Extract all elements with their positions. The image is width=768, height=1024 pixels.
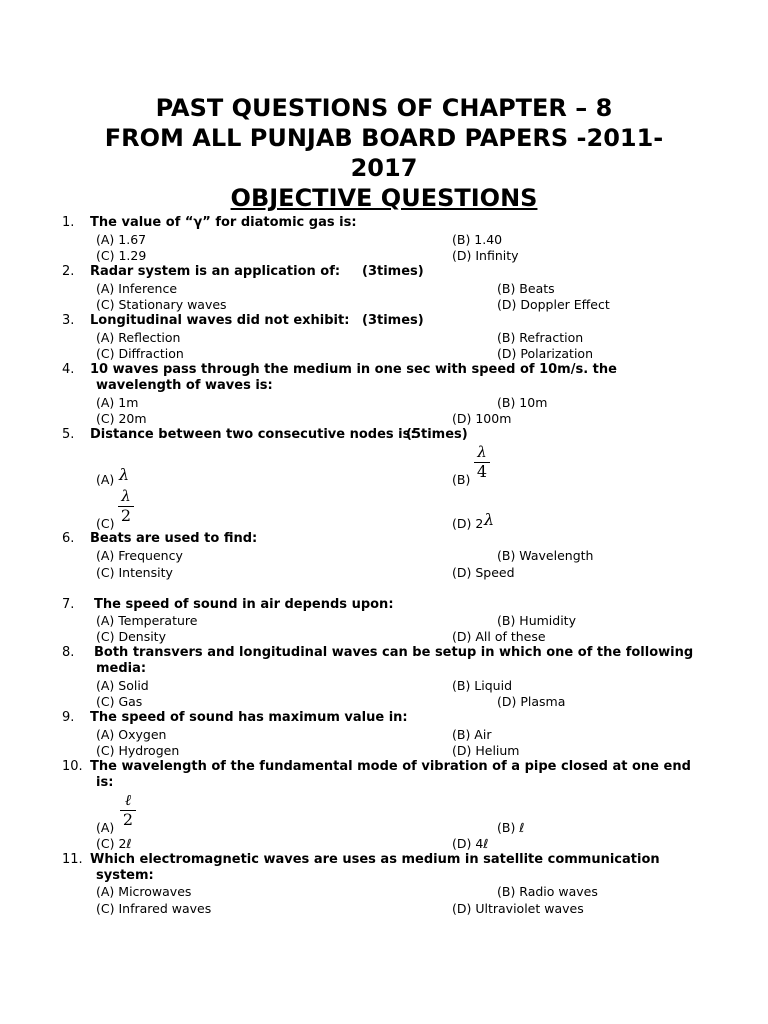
question-number: 9. [62,710,75,725]
option-d: (D) 100m [452,411,512,426]
fraction-lambda-over-2 [118,487,134,525]
question-number: 7. [62,597,75,612]
question-text-cont: media: [96,661,147,676]
option-d: (D) 4ℓ [452,836,489,851]
option-a: (A) 1.67 [96,232,147,247]
option-b: (B) Radio waves [497,884,598,899]
option-a: (A) Inference [96,281,178,296]
question-number: 10. [62,759,83,774]
question-text: Both transvers and longitudinal waves can be setup in which one of the following [94,645,694,660]
question-text: Longitudinal waves did not exhibit: [90,313,350,328]
fraction-denominator: 2 [122,810,134,829]
question-text-cont: wavelength of waves is: [96,378,273,393]
title-line-2: FROM ALL PUNJAB BOARD PAPERS -2011- [104,124,664,152]
question-number: 2. [62,264,75,279]
question-text: Beats are used to find: [90,531,258,546]
option-c: (C) Stationary waves [96,297,227,312]
fraction-numerator: λ [477,443,487,461]
question-text-cont: is: [96,775,114,790]
question-text: The speed of sound has maximum value in: [90,710,408,725]
question-text: The speed of sound in air depends upon: [94,597,394,612]
option-a: (A) Frequency [96,548,183,563]
question-number: 6. [62,531,75,546]
option-b: (B) ℓ [497,820,525,835]
question-text: Which electromagnetic waves are uses as medium in satellite communication [90,852,660,867]
option-d: (D) Polarization [497,346,594,361]
fraction-lambda-over-4 [474,443,490,481]
frequency-tag: (5times) [406,427,468,442]
question-number: 4. [62,362,75,377]
option-c: (C) Intensity [96,565,173,580]
option-a: (A) Solid [96,678,149,693]
title-line-3: 2017 [350,154,418,182]
option-a: (A) Temperature [96,613,198,628]
lambda-symbol: λ [119,465,130,484]
section-title: OBJECTIVE QUESTIONS [230,184,538,212]
question-text: The value of “γ” for diatomic gas is: [90,215,357,230]
option-b: (B) Liquid [452,678,513,693]
option-b: (B) Refraction [497,330,584,345]
title-line-1: PAST QUESTIONS OF CHAPTER – 8 [155,94,613,122]
question-number: 1. [62,215,75,230]
option-c: (C) Density [96,629,166,644]
option-c: (C) Diffraction [96,346,184,361]
option-a: (A) [96,472,115,487]
option-b: (B) Humidity [497,613,576,628]
option-d: (D) Doppler Effect [497,297,610,312]
option-a: (A) [96,820,115,835]
option-c: (C) 2ℓ [96,836,132,851]
option-a: (A) Oxygen [96,727,167,742]
option-b: (B) Air [452,727,492,742]
question-number: 3. [62,313,75,328]
question-text: 10 waves pass through the medium in one sec with speed of 10m/s. the [90,362,617,377]
option-c: (C) Hydrogen [96,743,180,758]
question-number: 8. [62,645,75,660]
option-d: (D) 2 [452,516,484,531]
fraction-denominator: 4 [476,462,488,481]
question-text-cont: system: [96,868,154,883]
option-c: (C) 1.29 [96,248,147,263]
question-text: Radar system is an application of: [90,264,341,279]
question-text: Distance between two consecutive nodes is: [90,427,416,442]
option-b: (B) 1.40 [452,232,503,247]
fraction-numerator: ℓ [124,791,132,809]
option-c: (C) 20m [96,411,147,426]
fraction-denominator: 2 [120,506,132,525]
lambda-symbol: λ [484,510,495,529]
frequency-tag: (3times) [362,313,424,328]
option-b: (B) Beats [497,281,555,296]
option-a: (A) Reflection [96,330,181,345]
option-a: (A) 1m [96,395,139,410]
question-number: 5. [62,427,75,442]
option-c: (C) [96,516,115,531]
option-d: (D) Ultraviolet waves [452,901,584,916]
question-number: 11. [62,852,83,867]
fraction-l-over-2 [120,791,136,829]
option-c: (C) Infrared waves [96,901,212,916]
option-b: (B) Wavelength [497,548,594,563]
fraction-numerator: λ [121,487,131,505]
option-c: (C) Gas [96,694,143,709]
option-a: (A) Microwaves [96,884,192,899]
option-d: (D) Helium [452,743,520,758]
option-d: (D) Plasma [497,694,566,709]
frequency-tag: (3times) [362,264,424,279]
question-text: The wavelength of the fundamental mode of vibration of a pipe closed at one end [90,759,691,774]
option-d: (D) Speed [452,565,515,580]
option-d: (D) Infinity [452,248,519,263]
option-d: (D) All of these [452,629,546,644]
option-b: (B) 10m [497,395,548,410]
option-b: (B) [452,472,471,487]
